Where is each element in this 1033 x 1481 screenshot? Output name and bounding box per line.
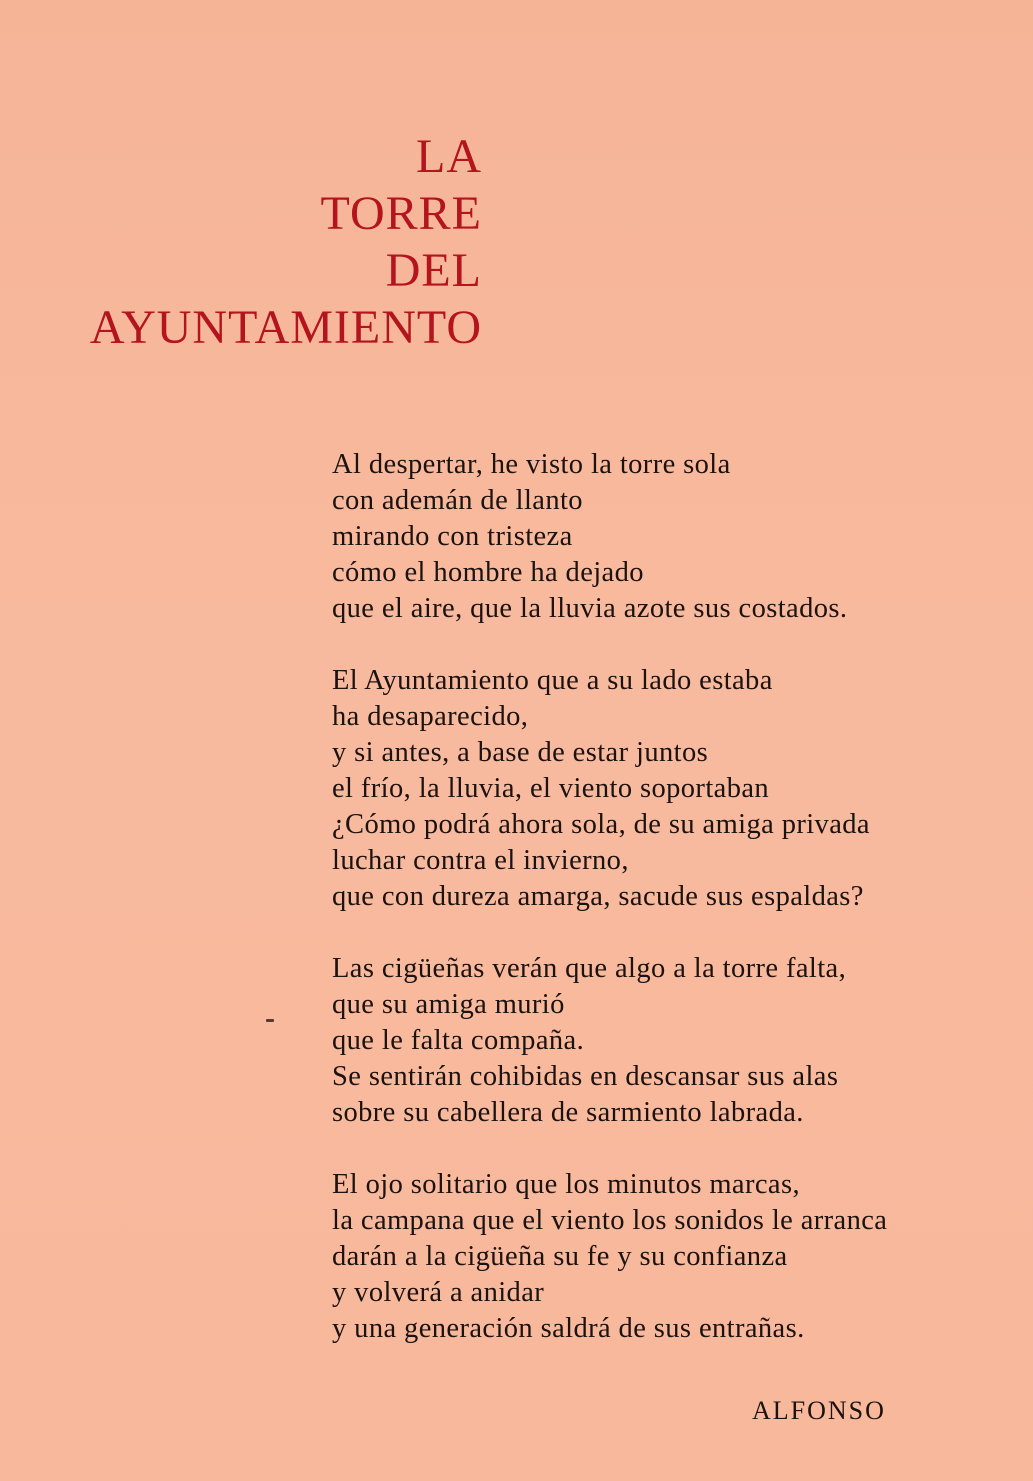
verse-line: Las cigüeñas verán que algo a la torre falta,: [332, 953, 847, 984]
verse-line: y volverá a anidar: [332, 1277, 545, 1308]
author-signature: ALFONSO: [752, 1396, 886, 1425]
title-line: TORRE: [320, 187, 482, 240]
verse-line: cómo el hombre ha dejado: [332, 557, 644, 588]
stanza-2: [332, 663, 1012, 915]
verse-line: la campana que el viento los sonidos le arranca: [332, 1205, 888, 1236]
verse-line: que su amiga murió: [332, 989, 565, 1020]
verse-line: darán a la cigüeña su fe y su confianza: [332, 1241, 788, 1272]
stanza-1: [332, 447, 1012, 627]
ink-speck: [266, 1019, 274, 1022]
verse-line: y una generación saldrá de sus entrañas.: [332, 1313, 805, 1344]
poem-title: [90, 128, 482, 356]
verse-line: que le falta compaña.: [332, 1025, 585, 1056]
verse-line: El Ayuntamiento que a su lado estaba: [332, 665, 773, 696]
verse-line: y si antes, a base de estar juntos: [332, 737, 709, 768]
verse-line: mirando con tristeza: [332, 521, 573, 552]
stanza-4: [332, 1167, 1012, 1347]
poem-body: [332, 447, 1012, 1347]
stanza-3: [332, 951, 1012, 1131]
verse-line: El ojo solitario que los minutos marcas,: [332, 1169, 800, 1200]
verse-line: el frío, la lluvia, el viento soportaban: [332, 773, 770, 804]
verse-line: que con dureza amarga, sacude sus espaldas?: [332, 881, 864, 912]
verse-line: luchar contra el invierno,: [332, 845, 629, 876]
verse-line: ha desaparecido,: [332, 701, 529, 732]
title-line: AYUNTAMIENTO: [89, 301, 482, 354]
title-line: LA: [416, 130, 482, 183]
verse-line: con ademán de llanto: [332, 485, 583, 516]
verse-line: sobre su cabellera de sarmiento labrada.: [332, 1097, 804, 1128]
title-line: DEL: [385, 244, 482, 297]
verse-line: Se sentirán cohibidas en descansar sus alas: [332, 1061, 839, 1092]
verse-line: Al despertar, he visto la torre sola: [332, 449, 731, 480]
verse-line: que el aire, que la lluvia azote sus costados.: [332, 593, 848, 624]
verse-line: ¿Cómo podrá ahora sola, de su amiga privada: [332, 809, 870, 840]
